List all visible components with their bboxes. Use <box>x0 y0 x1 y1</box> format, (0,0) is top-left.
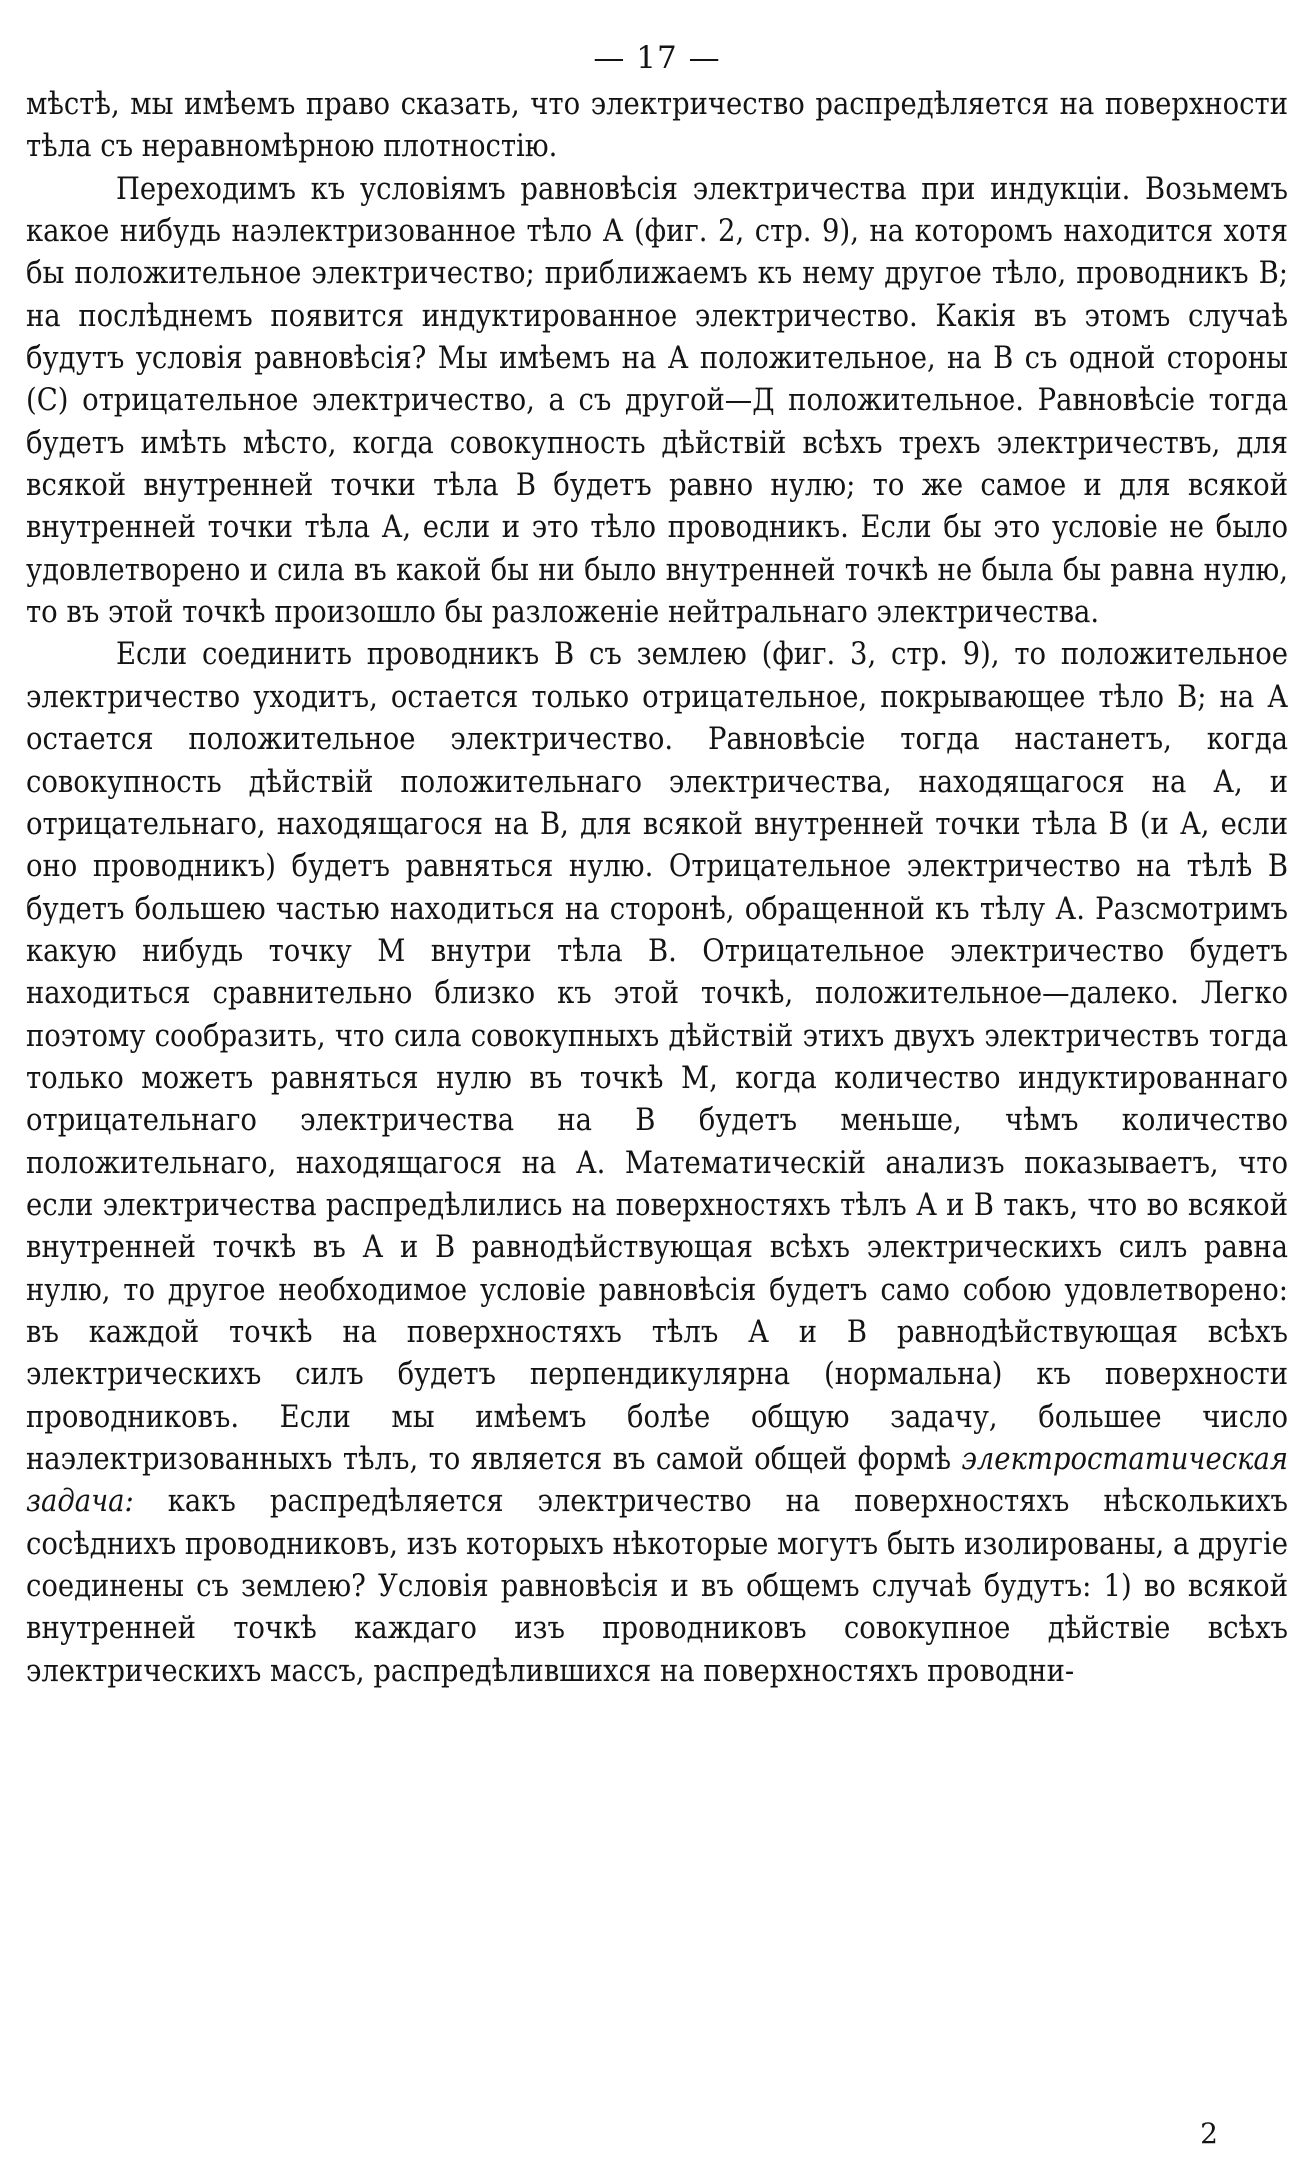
paragraph-induction-equilibrium: Переходимъ къ условіямъ равновѣсія электричества при индукціи. Возьмемъ какое нибудь наэлектризованное тѣло А (фиг. 2, стр. 9), на которомъ находится хотя бы положительное электричество; приближаемъ къ нему другое тѣло, проводникъ В; на послѣднемъ появится индуктированное электричество. Какія въ этомъ случаѣ будутъ условія равновѣсія? Мы имѣемъ на А положительное, на В съ одной стороны (С) отрицательное электричество, а съ другой—Д положительное. Равновѣсіе тогда будетъ имѣть мѣсто, когда совокупность дѣйствій всѣхъ трехъ электричествъ, для всякой внутренней точки тѣла В будетъ равно нулю; то же самое и для всякой внутренней точки тѣла А, если и это тѣло проводникъ. Если бы это условіе не было удовлетворено и сила въ какой бы ни было внутренней точкѣ не была бы равна нулю, то въ этой точкѣ произошло бы разложеніе нейтральнаго электричества. <box>26 171 1288 631</box>
paragraph-continuation: мѣстѣ, мы имѣемъ право сказать, что электричество распредѣляется на поверхности тѣла съ неравномѣрною плотностію. <box>26 87 1288 165</box>
paragraph-text-after: какъ распредѣляется электричество на поверхностяхъ нѣсколькихъ сосѣднихъ проводниковъ, изъ которыхъ нѣкоторые могутъ быть изолированы, а другіе соединены съ землею? Условія равновѣсія и въ общемъ случаѣ будутъ: 1) во всякой внутренней точкѣ каждаго изъ проводниковъ совокупное дѣйствіе всѣхъ электрическихъ массъ, распредѣлившихся на поверхностяхъ проводни- <box>26 1484 1288 1689</box>
body-text <box>26 84 1288 1693</box>
emphasis-electrostatic-problem: электростатическая задача: <box>26 1442 1288 1520</box>
printer-signature-mark: 2 <box>1200 2117 1218 2150</box>
paragraph-grounded-conductor <box>26 634 1288 1693</box>
page-number: — 17 — <box>593 40 721 76</box>
paragraph-text-before: Если соединить проводникъ В съ землею (фиг. 3, стр. 9), то положительное электричество уходитъ, остается только отрицательное, покрывающее тѣло В; на А остается положительное электричество. Равновѣсіе тогда настанетъ, когда совокупность дѣйствій положительнаго электричества, находящагося на А, и отрицательнаго, находящагося на В, для всякой внутренней точки тѣла В (и А, если оно проводникъ) будетъ равняться нулю. Отрицательное электричество на тѣлѣ В будетъ большею частью находиться на сторонѣ, обращенной къ тѣлу А. Разсмотримъ какую нибудь точку М внутри тѣла В. Отрицательное электричество будетъ находиться сравнительно близко къ этой точкѣ, положительное—далеко. Легко поэтому сообразить, что сила совокупныхъ дѣйствій этихъ двухъ электричествъ тогда только можетъ равняться нулю въ точкѣ М, когда количество индуктированнаго отрицательнаго электричества на В будетъ меньше, чѣмъ количество положительнаго, находящагося на А. Математическій анализъ показываетъ, что если электричества распредѣлились на поверхностяхъ тѣлъ А и В такъ, что во всякой внутренней точкѣ въ А и В равнодѣйствующая всѣхъ электрическихъ силъ равна нулю, то другое необходимое условіе равновѣсія будетъ само собою удовлетворено: въ каждой точкѣ на поверхностяхъ тѣлъ А и В равнодѣйствующая всѣхъ электрическихъ силъ будетъ перпендикулярна (нормальна) къ поверхности проводниковъ. Если мы имѣемъ болѣе общую задачу, большее число наэлектризованныхъ тѣлъ, то является въ самой общей формѣ <box>26 637 1288 1477</box>
